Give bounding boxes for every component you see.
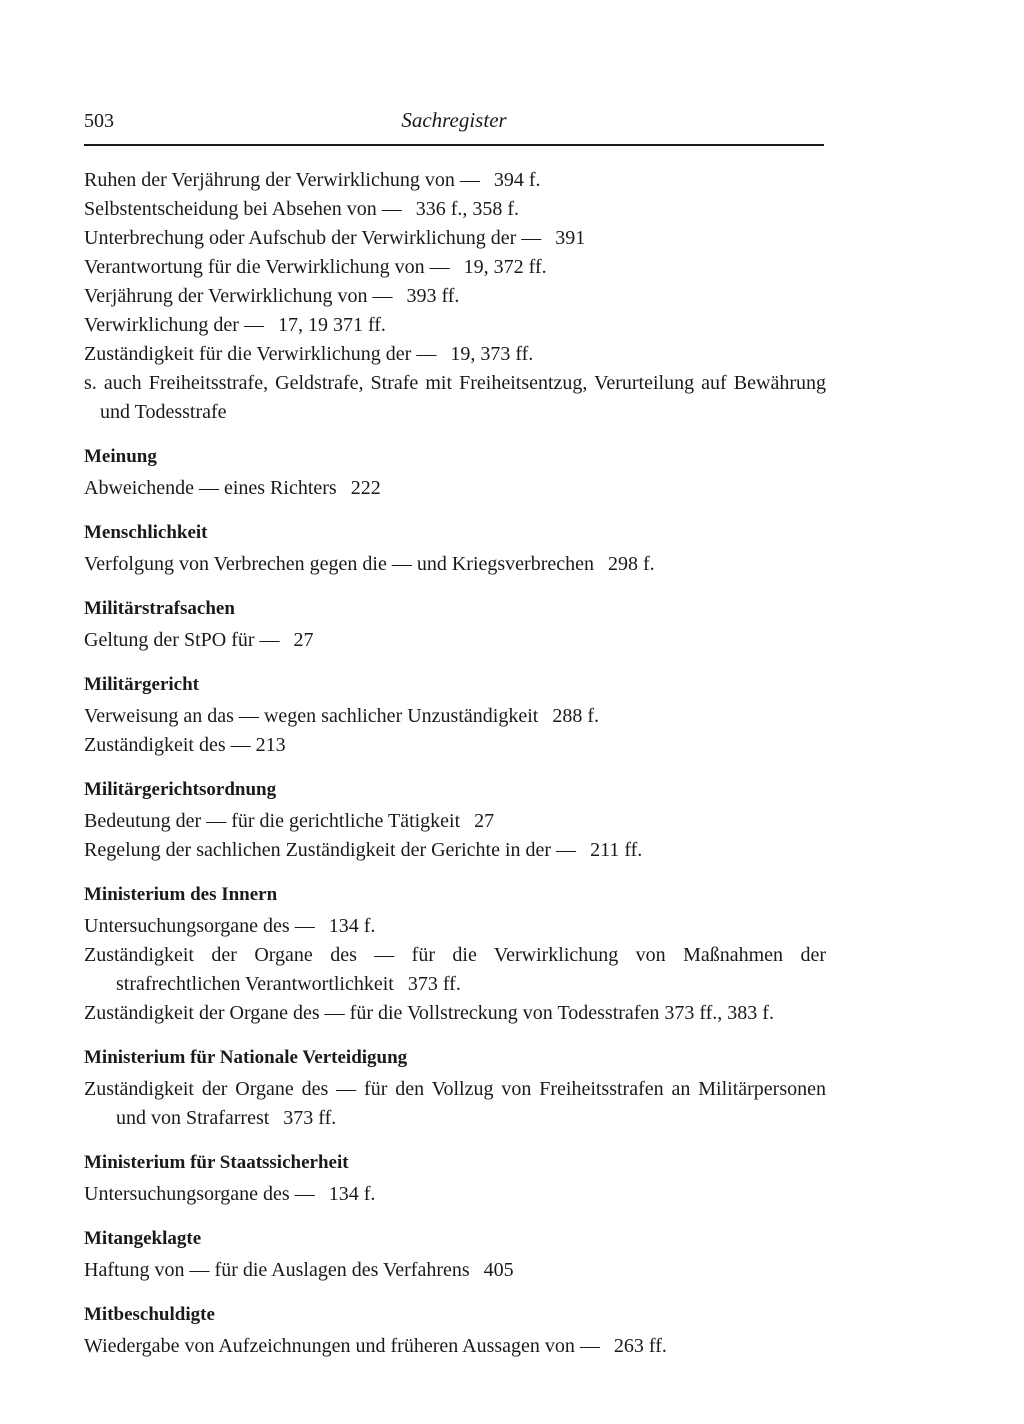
page-ref: 263 ff. — [613, 1335, 667, 1357]
index-entry: Ruhen der Verjährung der Verwirklichung von — 394 f. — [84, 169, 541, 191]
page-number: 503 — [84, 110, 114, 132]
page-ref: 394 f. — [493, 169, 541, 191]
index-entry: Geltung der StPO für — 27 — [84, 629, 314, 651]
index-entry: Abweichende — eines Richters 222 — [84, 477, 381, 499]
index-entry: Zuständigkeit des — 213 — [84, 734, 286, 756]
section-heading: Menschlichkeit — [84, 522, 208, 543]
index-section-menschlichkeit — [84, 520, 826, 579]
intro-entries — [84, 166, 826, 427]
page-ref: 134 f. — [328, 1183, 376, 1205]
section-heading: Ministerium des Innern — [84, 884, 278, 905]
index-entry: Verwirklichung der — 17, 19 371 ff. — [84, 314, 386, 336]
index-section-meinung — [84, 444, 826, 503]
index-entry: Verjährung der Verwirklichung von — 393 ff. — [84, 285, 460, 307]
index-entry: Regelung der sachlichen Zuständigkeit der Gerichte in der — 211 ff. — [84, 839, 643, 861]
index-entry: Zuständigkeit der Organe des — für den Vollzug von Freiheitsstrafen an Militärpersonen und von Strafarrest 373 ff. — [84, 1078, 826, 1129]
running-head — [84, 108, 824, 146]
index-section-militaerstrafsachen — [84, 596, 826, 655]
page-ref: 373 ff. — [283, 1107, 337, 1129]
page-ref: 393 ff. — [406, 285, 460, 307]
section-heading: Militärgerichtsordnung — [84, 779, 277, 800]
page-ref: 17, 19 371 ff. — [277, 314, 386, 336]
index-section-militaergericht — [84, 672, 826, 760]
page-ref: 298 f. — [608, 553, 655, 575]
index-entry: Zuständigkeit der Organe des — für die Verwirklichung von Maßnahmen der strafrechtlichen Verantwortlichkeit 373 ff. — [84, 944, 826, 995]
section-heading: Militärgericht — [84, 674, 200, 695]
index-entry: Haftung von — für die Auslagen des Verfahrens 405 — [84, 1259, 514, 1281]
page-ref: 134 f. — [328, 915, 376, 937]
page-ref: 373 ff. — [407, 973, 461, 995]
section-heading: Militärstrafsachen — [84, 598, 235, 619]
index-entry: Selbstentscheidung bei Absehen von — 336 f., 358 f. — [84, 198, 520, 220]
index-section-militaergerichtsordnung — [84, 777, 826, 865]
page-ref: 27 — [474, 810, 495, 832]
page-ref: 211 ff. — [590, 839, 643, 861]
section-heading: Mitbeschuldigte — [84, 1304, 215, 1325]
page-ref: 391 — [555, 227, 586, 249]
page-ref: 19, 373 ff. — [450, 343, 534, 365]
section-heading: Mitangeklagte — [84, 1228, 202, 1249]
page-ref: 19, 372 ff. — [463, 256, 547, 278]
index-entry: Wiedergabe von Aufzeichnungen und früheren Aussagen von — 263 ff. — [84, 1335, 667, 1357]
section-heading: Ministerium für Nationale Verteidigung — [84, 1047, 408, 1068]
index-entry: Untersuchungsorgane des — 134 f. — [84, 1183, 376, 1205]
index-entry: Verweisung an das — wegen sachlicher Unzuständigkeit 288 f. — [84, 705, 599, 727]
section-heading: Meinung — [84, 446, 157, 467]
index-entry: Zuständigkeit der Organe des — für die Vollstreckung von Todesstrafen 373 ff., 383 f. — [84, 1002, 774, 1024]
page-ref: 373 ff., 383 f. — [664, 1002, 774, 1024]
index-entry: Verantwortung für die Verwirklichung von — 19, 372 ff. — [84, 256, 547, 278]
index-section-ministerium-des-innern — [84, 882, 826, 1028]
index-entry: Zuständigkeit für die Verwirklichung der — 19, 373 ff. — [84, 343, 534, 365]
page-ref: 27 — [293, 629, 314, 651]
index-section-mitbeschuldigte — [84, 1302, 826, 1361]
index-entry: Bedeutung der — für die gerichtliche Tätigkeit 27 — [84, 810, 495, 832]
index-entry: Untersuchungsorgane des — 134 f. — [84, 915, 376, 937]
index-section-ministerium-fuer-staatssicherheit — [84, 1150, 826, 1209]
page-ref: 405 — [483, 1259, 514, 1281]
running-title: Sachregister — [401, 108, 507, 132]
index-section-mitangeklagte — [84, 1226, 826, 1285]
section-heading: Ministerium für Staatssicherheit — [84, 1152, 349, 1173]
see-also-entry: s. auch Freiheitsstrafe, Geldstrafe, Strafe mit Freiheitsentzug, Verurteilung auf Bewährung und Todesstrafe — [84, 372, 826, 423]
index-entry: Verfolgung von Verbrechen gegen die — und Kriegsverbrechen 298 f. — [84, 553, 655, 575]
page-ref: 222 — [350, 477, 381, 499]
index-section-ministerium-fuer-nationale-verteidigung — [84, 1045, 826, 1133]
page-ref: 288 f. — [552, 705, 599, 727]
page-ref: 336 f., 358 f. — [415, 198, 520, 220]
index-entry: Unterbrechung oder Aufschub der Verwirklichung der — 391 — [84, 227, 586, 249]
index-content — [84, 166, 826, 1361]
